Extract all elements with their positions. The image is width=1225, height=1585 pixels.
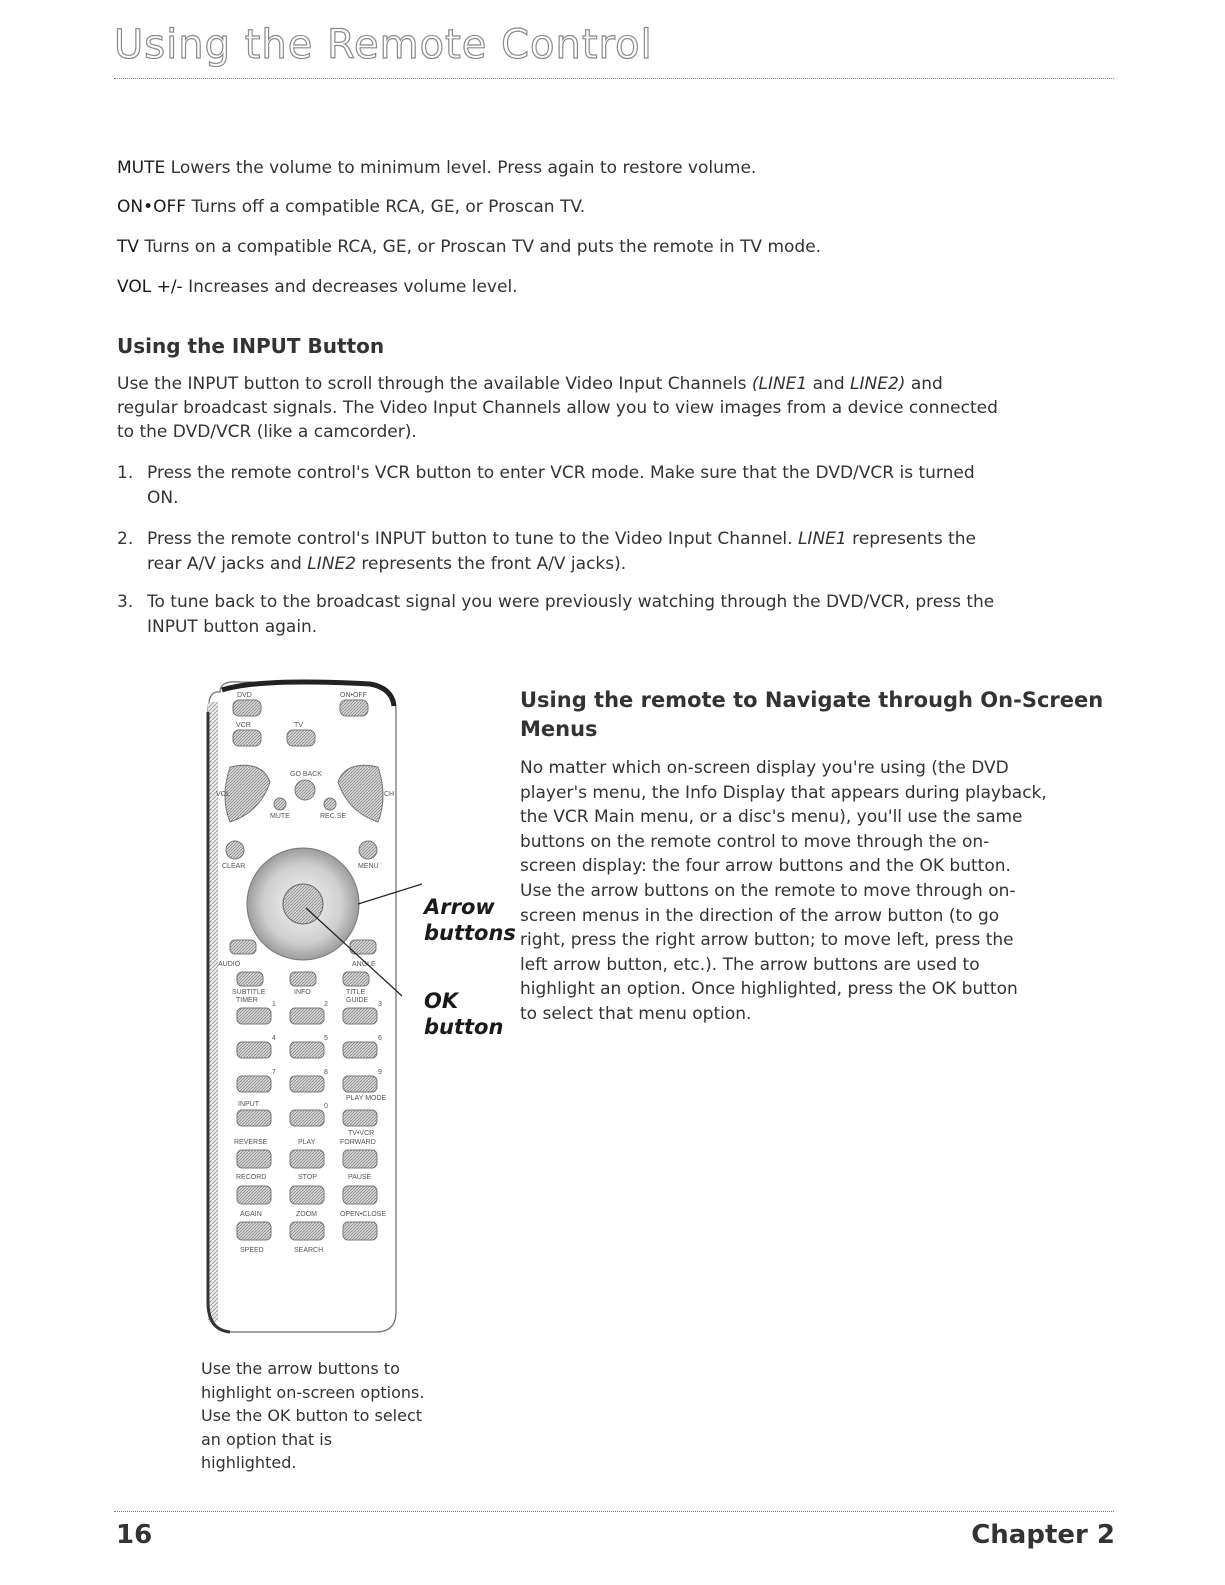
onoff-button xyxy=(340,700,368,716)
label-menu: MENU xyxy=(358,863,379,870)
label-playmode: PLAY MODE xyxy=(346,1095,387,1102)
label-title: TITLE xyxy=(346,989,366,996)
label-mute: MUTE xyxy=(270,813,290,820)
page-header-title: Using the Remote Control xyxy=(114,22,653,68)
paragraph-line: Use the arrow buttons on the remote to move through on- xyxy=(520,880,1016,901)
label-play: PLAY xyxy=(298,1139,316,1146)
label-search: SEARCH xyxy=(294,1247,324,1254)
caption-line: an option that is xyxy=(201,1429,333,1449)
page-number: 16 xyxy=(116,1520,153,1550)
mute-button xyxy=(274,798,286,810)
paragraph-line: left arrow button, etc.). The arrow buttons are used to xyxy=(520,954,980,975)
label-speed: SPEED xyxy=(240,1247,264,1254)
caption-line: highlighted. xyxy=(201,1453,297,1472)
subtitle-button xyxy=(237,972,263,986)
clear-button xyxy=(226,841,244,859)
step-1 xyxy=(117,461,1117,513)
definition-onoff xyxy=(117,197,585,217)
callout-text: buttons xyxy=(424,921,516,945)
label-ch: CH xyxy=(384,791,395,798)
paragraph-line: screen menus in the direction of the arrow button (to go xyxy=(520,905,1000,926)
heading-line: Menus xyxy=(520,717,598,741)
label-reverse: REVERSE xyxy=(234,1139,268,1146)
intro-line1: (LINE1 xyxy=(751,374,808,394)
paragraph-line: highlight an option. Once highlighted, press the OK button xyxy=(520,979,1018,1000)
definition-term: MUTE xyxy=(117,158,166,178)
label-guide: GUIDE xyxy=(346,997,369,1004)
caption-line: Use the OK button to select xyxy=(201,1406,423,1425)
paragraph-line: screen display: the four arrow buttons and the OK button. xyxy=(520,856,1011,877)
label-vol: VOL xyxy=(216,791,231,798)
label-digit-0: 0 xyxy=(324,1103,328,1110)
footer-divider xyxy=(114,1511,1114,1512)
label-digit-6: 6 xyxy=(378,1035,382,1042)
definition-term: TV xyxy=(117,237,140,257)
label-tvvcr: TV•VCR xyxy=(348,1130,375,1137)
intro-text-line2: regular broadcast signals. The Video Input Channels allow you to view images from a device connected xyxy=(117,398,998,418)
intro-text: Use the INPUT button to scroll through the available Video Input Channels xyxy=(117,374,752,394)
intro-and: and xyxy=(807,374,851,394)
definition-text: Lowers the volume to minimum level. Press again to restore volume. xyxy=(170,158,757,178)
label-subtitle: SUBTITLE xyxy=(232,989,266,996)
title-button xyxy=(343,972,369,986)
section-heading-navigate xyxy=(520,686,1103,744)
navigate-body xyxy=(520,756,1120,1027)
label-digit-9: 9 xyxy=(378,1069,382,1076)
paragraph-line: player's menu, the Info Display that appears during playback, xyxy=(520,782,1047,803)
label-timer: TIMER xyxy=(236,997,258,1004)
transport-buttons xyxy=(237,1150,377,1240)
step-text: represents the xyxy=(846,529,976,549)
arrow-buttons-callout xyxy=(424,894,516,946)
step-text: To tune back to the broadcast signal you were previously watching through the DVD/VCR, press the xyxy=(147,592,995,612)
step-3 xyxy=(117,590,1117,642)
step-text: INPUT button again. xyxy=(147,617,318,637)
step-number: 2. xyxy=(117,529,134,549)
label-digit-7: 7 xyxy=(272,1069,276,1076)
paragraph-line: right, press the right arrow button; to move left, press the xyxy=(520,930,1014,951)
goback-button xyxy=(295,780,315,800)
label-digit-4: 4 xyxy=(272,1035,276,1042)
definition-mute xyxy=(117,158,756,178)
label-digit-1: 1 xyxy=(272,1001,276,1008)
label-stop: STOP xyxy=(298,1174,317,1181)
menu-button xyxy=(359,841,377,859)
step-text: rear A/V jacks and xyxy=(147,554,308,574)
rec-button xyxy=(324,798,336,810)
label-openclose: OPEN•CLOSE xyxy=(340,1211,387,1218)
callout-text: button xyxy=(424,1015,504,1039)
dvd-button xyxy=(233,700,261,716)
definition-term: VOL +/- xyxy=(117,277,183,297)
intro-text-end: and xyxy=(905,374,943,394)
step-text: Press the remote control's VCR button to enter VCR mode. Make sure that the DVD/VCR is turned xyxy=(147,463,975,483)
definition-text: Turns off a compatible RCA, GE, or Proscan TV. xyxy=(191,197,586,217)
audio-button xyxy=(230,940,256,954)
label-digit-2: 2 xyxy=(324,1001,328,1008)
label-pause: PAUSE xyxy=(348,1174,372,1181)
paragraph-line: buttons on the remote control to move through the on- xyxy=(520,831,990,852)
label-forward: FORWARD xyxy=(340,1139,376,1146)
label-again: AGAIN xyxy=(240,1211,262,1218)
caption-line: highlight on-screen options. xyxy=(201,1382,425,1402)
label-digit-3: 3 xyxy=(378,1001,382,1008)
ok-button-callout xyxy=(424,988,503,1040)
label-rec: REC.SE xyxy=(320,813,347,820)
tv-button xyxy=(287,730,315,746)
step-text: ON. xyxy=(147,488,179,508)
section-heading-input: Using the INPUT Button xyxy=(117,334,385,358)
callout-text: OK xyxy=(424,989,459,1013)
label-input: INPUT xyxy=(238,1101,259,1108)
heading-line: Using the remote to Navigate through On-Screen xyxy=(520,688,1104,712)
label-dvd: DVD xyxy=(237,692,252,699)
step-2 xyxy=(117,527,1117,579)
caption-line: Use the arrow buttons to xyxy=(201,1359,400,1378)
vcr-button xyxy=(233,730,261,746)
label-onoff: ON•OFF xyxy=(340,692,367,699)
label-digit-8: 8 xyxy=(324,1069,328,1076)
intro-text-line3: to the DVD/VCR (like a camcorder). xyxy=(117,422,417,442)
paragraph-line: the VCR Main menu, or a disc's menu), you'll use the same xyxy=(520,807,1023,828)
step-text-italic: LINE2 xyxy=(307,554,357,574)
definition-text: Increases and decreases volume level. xyxy=(188,277,518,297)
step-number: 3. xyxy=(117,592,134,612)
step-text: represents the front A/V jacks). xyxy=(356,554,627,574)
step-text: Press the remote control's INPUT button to tune to the Video Input Channel. xyxy=(147,529,798,549)
paragraph-line: No matter which on-screen display you're using (the DVD xyxy=(520,758,1009,778)
definition-tv xyxy=(117,237,821,257)
step-text-italic: LINE1 xyxy=(797,529,847,549)
paragraph-line: to select that menu option. xyxy=(520,1003,752,1024)
label-clear: CLEAR xyxy=(222,863,246,870)
figure-caption xyxy=(201,1357,424,1475)
label-angle: ANGLE xyxy=(352,961,376,968)
input-intro xyxy=(117,372,1117,444)
definition-term: ON•OFF xyxy=(117,197,187,217)
step-number: 1. xyxy=(117,463,134,483)
label-info: INFO xyxy=(294,989,311,996)
label-audio: AUDIO xyxy=(218,961,241,968)
label-vcr: VCR xyxy=(236,722,251,729)
label-record: RECORD xyxy=(236,1174,267,1181)
info-button xyxy=(290,972,316,986)
label-goback: GO BACK xyxy=(290,771,322,778)
definition-text: Turns on a compatible RCA, GE, or Proscan TV and puts the remote in TV mode. xyxy=(144,237,822,257)
header-divider xyxy=(114,78,1114,79)
label-zoom: ZOOM xyxy=(296,1211,317,1218)
label-digit-5: 5 xyxy=(324,1035,328,1042)
label-tv: TV xyxy=(294,722,303,729)
callout-text: Arrow xyxy=(424,895,495,919)
chapter-label: Chapter 2 xyxy=(971,1520,1115,1550)
intro-line2: LINE2) xyxy=(850,374,906,394)
definition-vol xyxy=(117,277,518,297)
